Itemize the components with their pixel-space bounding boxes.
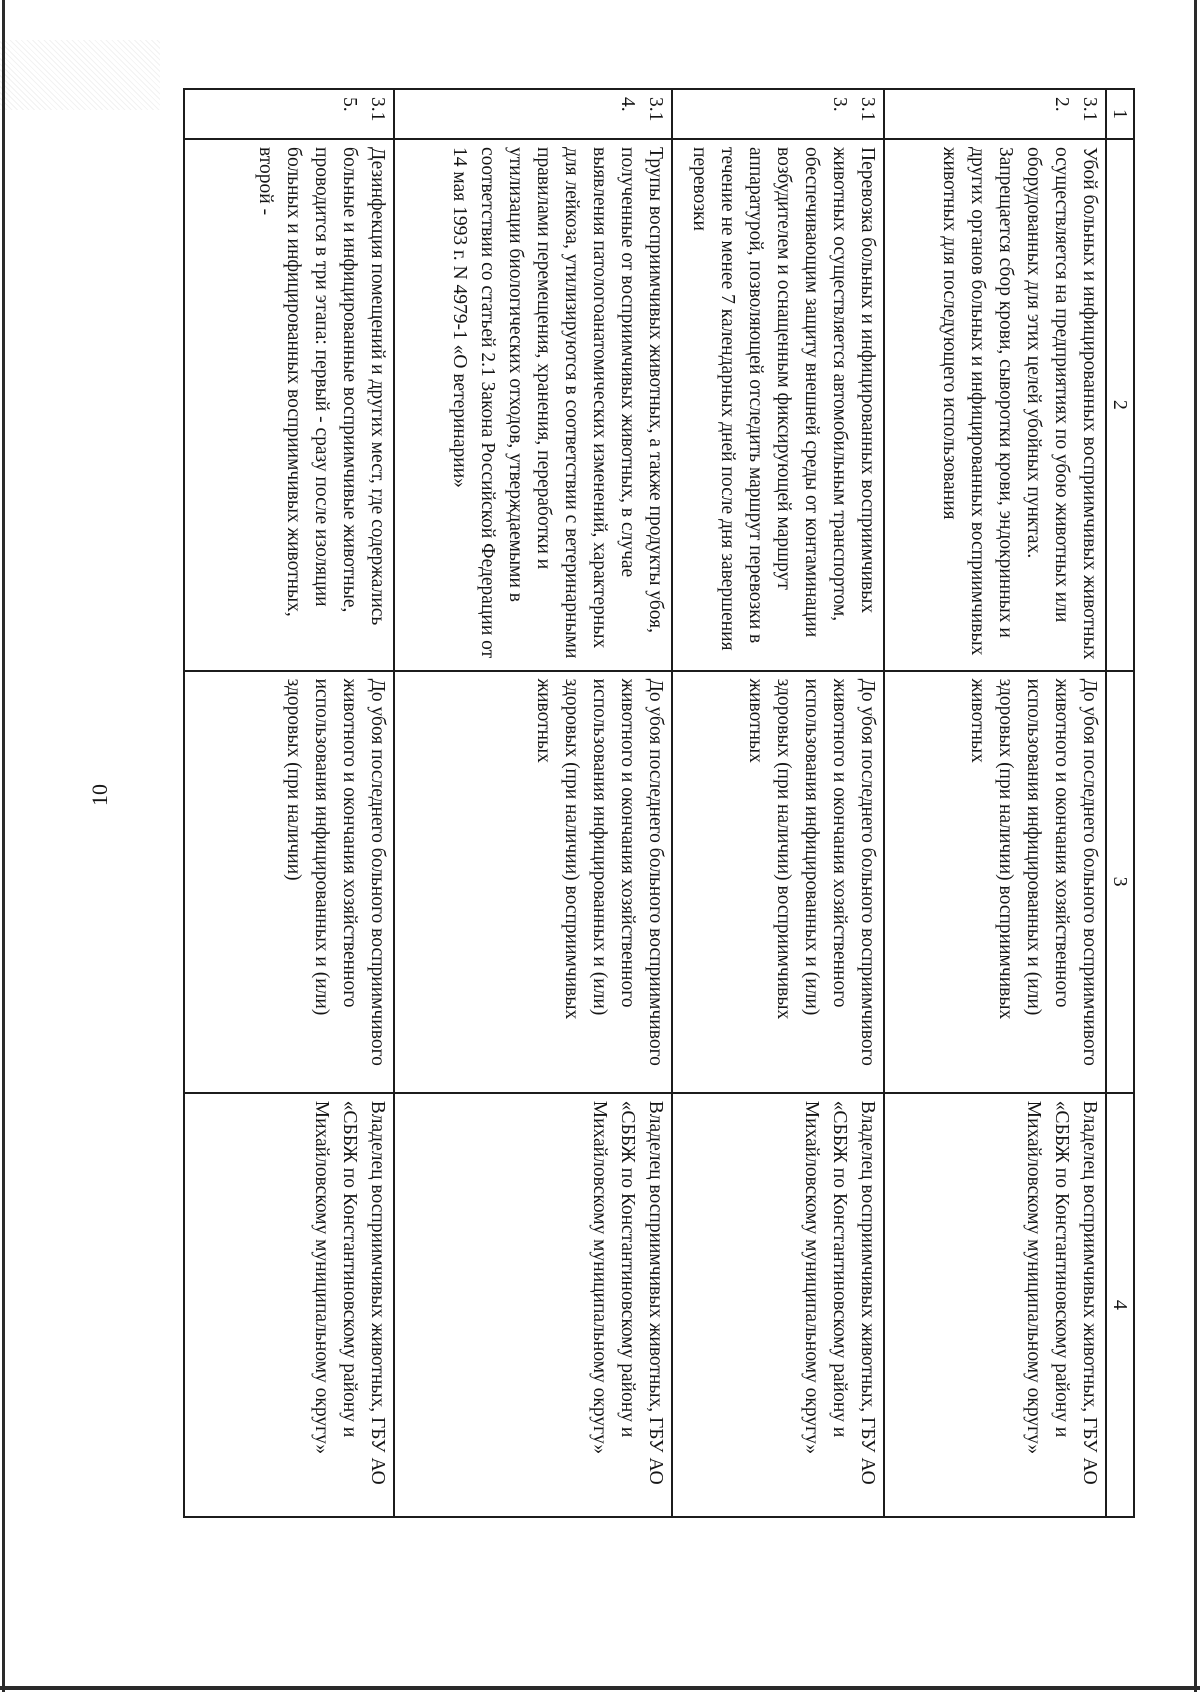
header-cell-3: 3 [1106,671,1134,1093]
measure-deadline: До убоя последнего больного восприимчивого животного и окончания хозяйственного использования инфицированных и (или) здоровых (при наличии) восприимчивых животных [672,671,884,1093]
measure-responsible: Владелец восприимчивых животных, ГБУ АО «СББЖ по Константиновскому району и Михайловскому муниципальному округу» [184,1093,394,1517]
table-header-row [1106,89,1134,1517]
row-number: 3.13. [672,89,884,139]
table-row [884,89,1106,1517]
measure-deadline: До убоя последнего больного восприимчивого животного и окончания хозяйственного использования инфицированных и (или) здоровых (при наличии) восприимчивых животных [884,671,1106,1093]
measure-deadline: До убоя последнего больного восприимчивого животного и окончания хозяйственного использования инфицированных и (или) здоровых (при наличии) [184,671,394,1093]
measure-responsible: Владелец восприимчивых животных, ГБУ АО «СББЖ по Константиновскому району и Михайловскому муниципальному округу» [672,1093,884,1517]
header-cell-1: 1 [1106,89,1134,139]
scan-noise [0,40,160,110]
row-number: 3.12. [884,89,1106,139]
measure-description: Убой больных и инфицированных восприимчивых животных осуществляется на предприятиях по убою животных или оборудованных для этих целей убойных пунктах. Запрещается сбор крови, сыворотки крови, эндокринных и других органов больных и инфицированных восприимчивых животных для последующего использования [884,139,1106,671]
scan-edge-bottom [0,1686,1200,1690]
row-number: 3.15. [184,89,394,139]
table-row [184,89,394,1517]
measures-table [183,88,1135,1518]
rotated-table-container [175,88,1135,1518]
measure-description: Дезинфекция помещений и других мест, где содержались больные и инфицированные восприимчивые животные, проводится в три этапа: первый - сразу после изоляции больных и инфицированных восприимчивых животных, второй - [184,139,394,671]
header-cell-2: 2 [1106,139,1134,671]
measure-description: Перевозка больных и инфицированных восприимчивых животных осуществляется автомобильным транспортом, обеспечивающим защиту внешней среды от контаминации возбудителем и оснащенным фиксирующей маршрут аппаратурой, позволяющей отследить маршрут перевозки в течение не менее 7 календарных дней после дня завершения перевозки [672,139,884,671]
row-number: 3.14. [394,89,672,139]
table-row [394,89,672,1517]
measure-description: Трупы восприимчивых животных, а также продукты убоя, полученные от восприимчивых животных, в случае выявления патологоанатомических изменений, характерных для лейкоза, утилизируются в соответствии с ветеринарными правилами перемещения, хранения, переработки и утилизации биологических отходов, утверждаемыми в соответствии со статьей 2.1 Закона Российской Федерации от 14 мая 1993 г. N 4979-1 «О ветеринарии» [394,139,672,671]
page-number: 10 [87,784,112,806]
scan-edge-right [1194,0,1197,1692]
scan-edge-left [2,0,5,1692]
measure-deadline: До убоя последнего больного восприимчивого животного и окончания хозяйственного использования инфицированных и (или) здоровых (при наличии) восприимчивых животных [394,671,672,1093]
header-cell-4: 4 [1106,1093,1134,1517]
table-row [672,89,884,1517]
measure-responsible: Владелец восприимчивых животных, ГБУ АО «СББЖ по Константиновскому району и Михайловскому муниципальному округу» [394,1093,672,1517]
measure-responsible: Владелец восприимчивых животных, ГБУ АО «СББЖ по Константиновскому району и Михайловскому муниципальному округу» [884,1093,1106,1517]
